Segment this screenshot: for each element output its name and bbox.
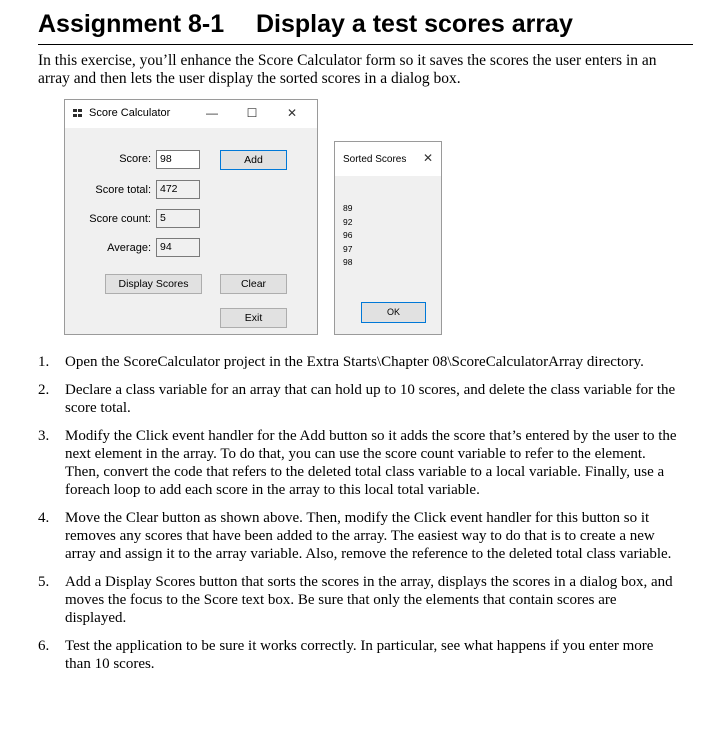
close-icon[interactable]: ✕: [286, 106, 298, 120]
step-number: 3.: [38, 428, 50, 444]
score-item: 97: [343, 243, 353, 254]
step-text: Move the Clear button as shown above. Then, modify the Click event handler for this button so it removes any scores that have been added to the array. The easiest way to do that is to create a new array and assign it to the array variable. Also, remove the reference to the deleted total class variable.: [65, 510, 672, 562]
average-field: 94: [156, 238, 200, 257]
score-calculator-window: [64, 99, 318, 335]
score-item: 92: [343, 216, 353, 227]
step-number: 4.: [38, 510, 50, 526]
score-total-label: Score total:: [95, 184, 151, 196]
step-text: Add a Display Scores button that sorts the scores in the array, displays the scores in a dialog box, and moves the focus to the Score text box. Be sure that only the elements that contain scores are displayed.: [65, 574, 673, 626]
window-titlebar: [65, 100, 317, 128]
score-count-field: 5: [156, 209, 200, 228]
step-item: [38, 509, 678, 563]
intro-paragraph: In this exercise, you’ll enhance the Score Calculator form so it saves the scores the user enters in an array and then lets the user display the sorted scores in a dialog box.: [38, 52, 657, 87]
assignment-heading: [38, 8, 693, 45]
ok-button[interactable]: OK: [361, 302, 426, 323]
step-number: 6.: [38, 638, 50, 654]
average-label: Average:: [107, 242, 151, 254]
step-item: [38, 427, 678, 499]
app-icon: [73, 109, 83, 118]
score-input[interactable]: 98: [156, 150, 200, 169]
score-item: 89: [343, 203, 353, 213]
assignment-number: Assignment 8-1: [38, 10, 225, 38]
clear-button[interactable]: Clear: [220, 274, 287, 294]
dialog-titlebar: [335, 142, 441, 176]
exit-button[interactable]: Exit: [220, 308, 287, 328]
score-label: Score:: [119, 153, 151, 165]
dialog-title: Sorted Scores: [343, 154, 407, 165]
step-number: 2.: [38, 382, 50, 398]
sorted-scores-dialog: [334, 141, 442, 335]
score-item: 98: [343, 257, 353, 267]
step-item: [38, 353, 678, 371]
step-item: [38, 381, 678, 417]
add-button[interactable]: Add: [220, 150, 287, 170]
step-item: [38, 573, 678, 627]
score-count-label: Score count:: [89, 213, 151, 225]
window-title: Score Calculator: [89, 107, 171, 119]
maximize-icon[interactable]: ☐: [246, 106, 258, 120]
step-text: Modify the Click event handler for the Add button so it adds the score that’s entered by the user to the next element in the array. To do that, you can use the score count variable to refer to the element. Then, convert the code that refers to the deleted total class variable to a local variable. Finally, use a foreach loop to add each score in the array to this local total variable.: [65, 428, 677, 498]
score-item: 96: [343, 230, 353, 240]
step-number: 1.: [38, 354, 50, 370]
step-text: Declare a class variable for an array that can hold up to 10 scores, and delete the class variable for the score total.: [65, 382, 676, 416]
minimize-icon[interactable]: —: [206, 106, 218, 120]
display-scores-button[interactable]: Display Scores: [105, 274, 202, 294]
step-text: Test the application to be sure it works correctly. In particular, see what happens if you enter more than 10 scores.: [65, 638, 654, 672]
step-item: [38, 637, 678, 673]
dialog-close-icon[interactable]: ✕: [422, 151, 433, 165]
assignment-title: Display a test scores array: [256, 10, 573, 38]
sorted-scores-list: [343, 202, 352, 270]
instruction-steps: [38, 353, 678, 683]
step-text: Open the ScoreCalculator project in the Extra Starts\Chapter 08\ScoreCalculatorArray directory.: [65, 354, 644, 370]
step-number: 5.: [38, 574, 50, 590]
score-total-field: 472: [156, 180, 200, 199]
